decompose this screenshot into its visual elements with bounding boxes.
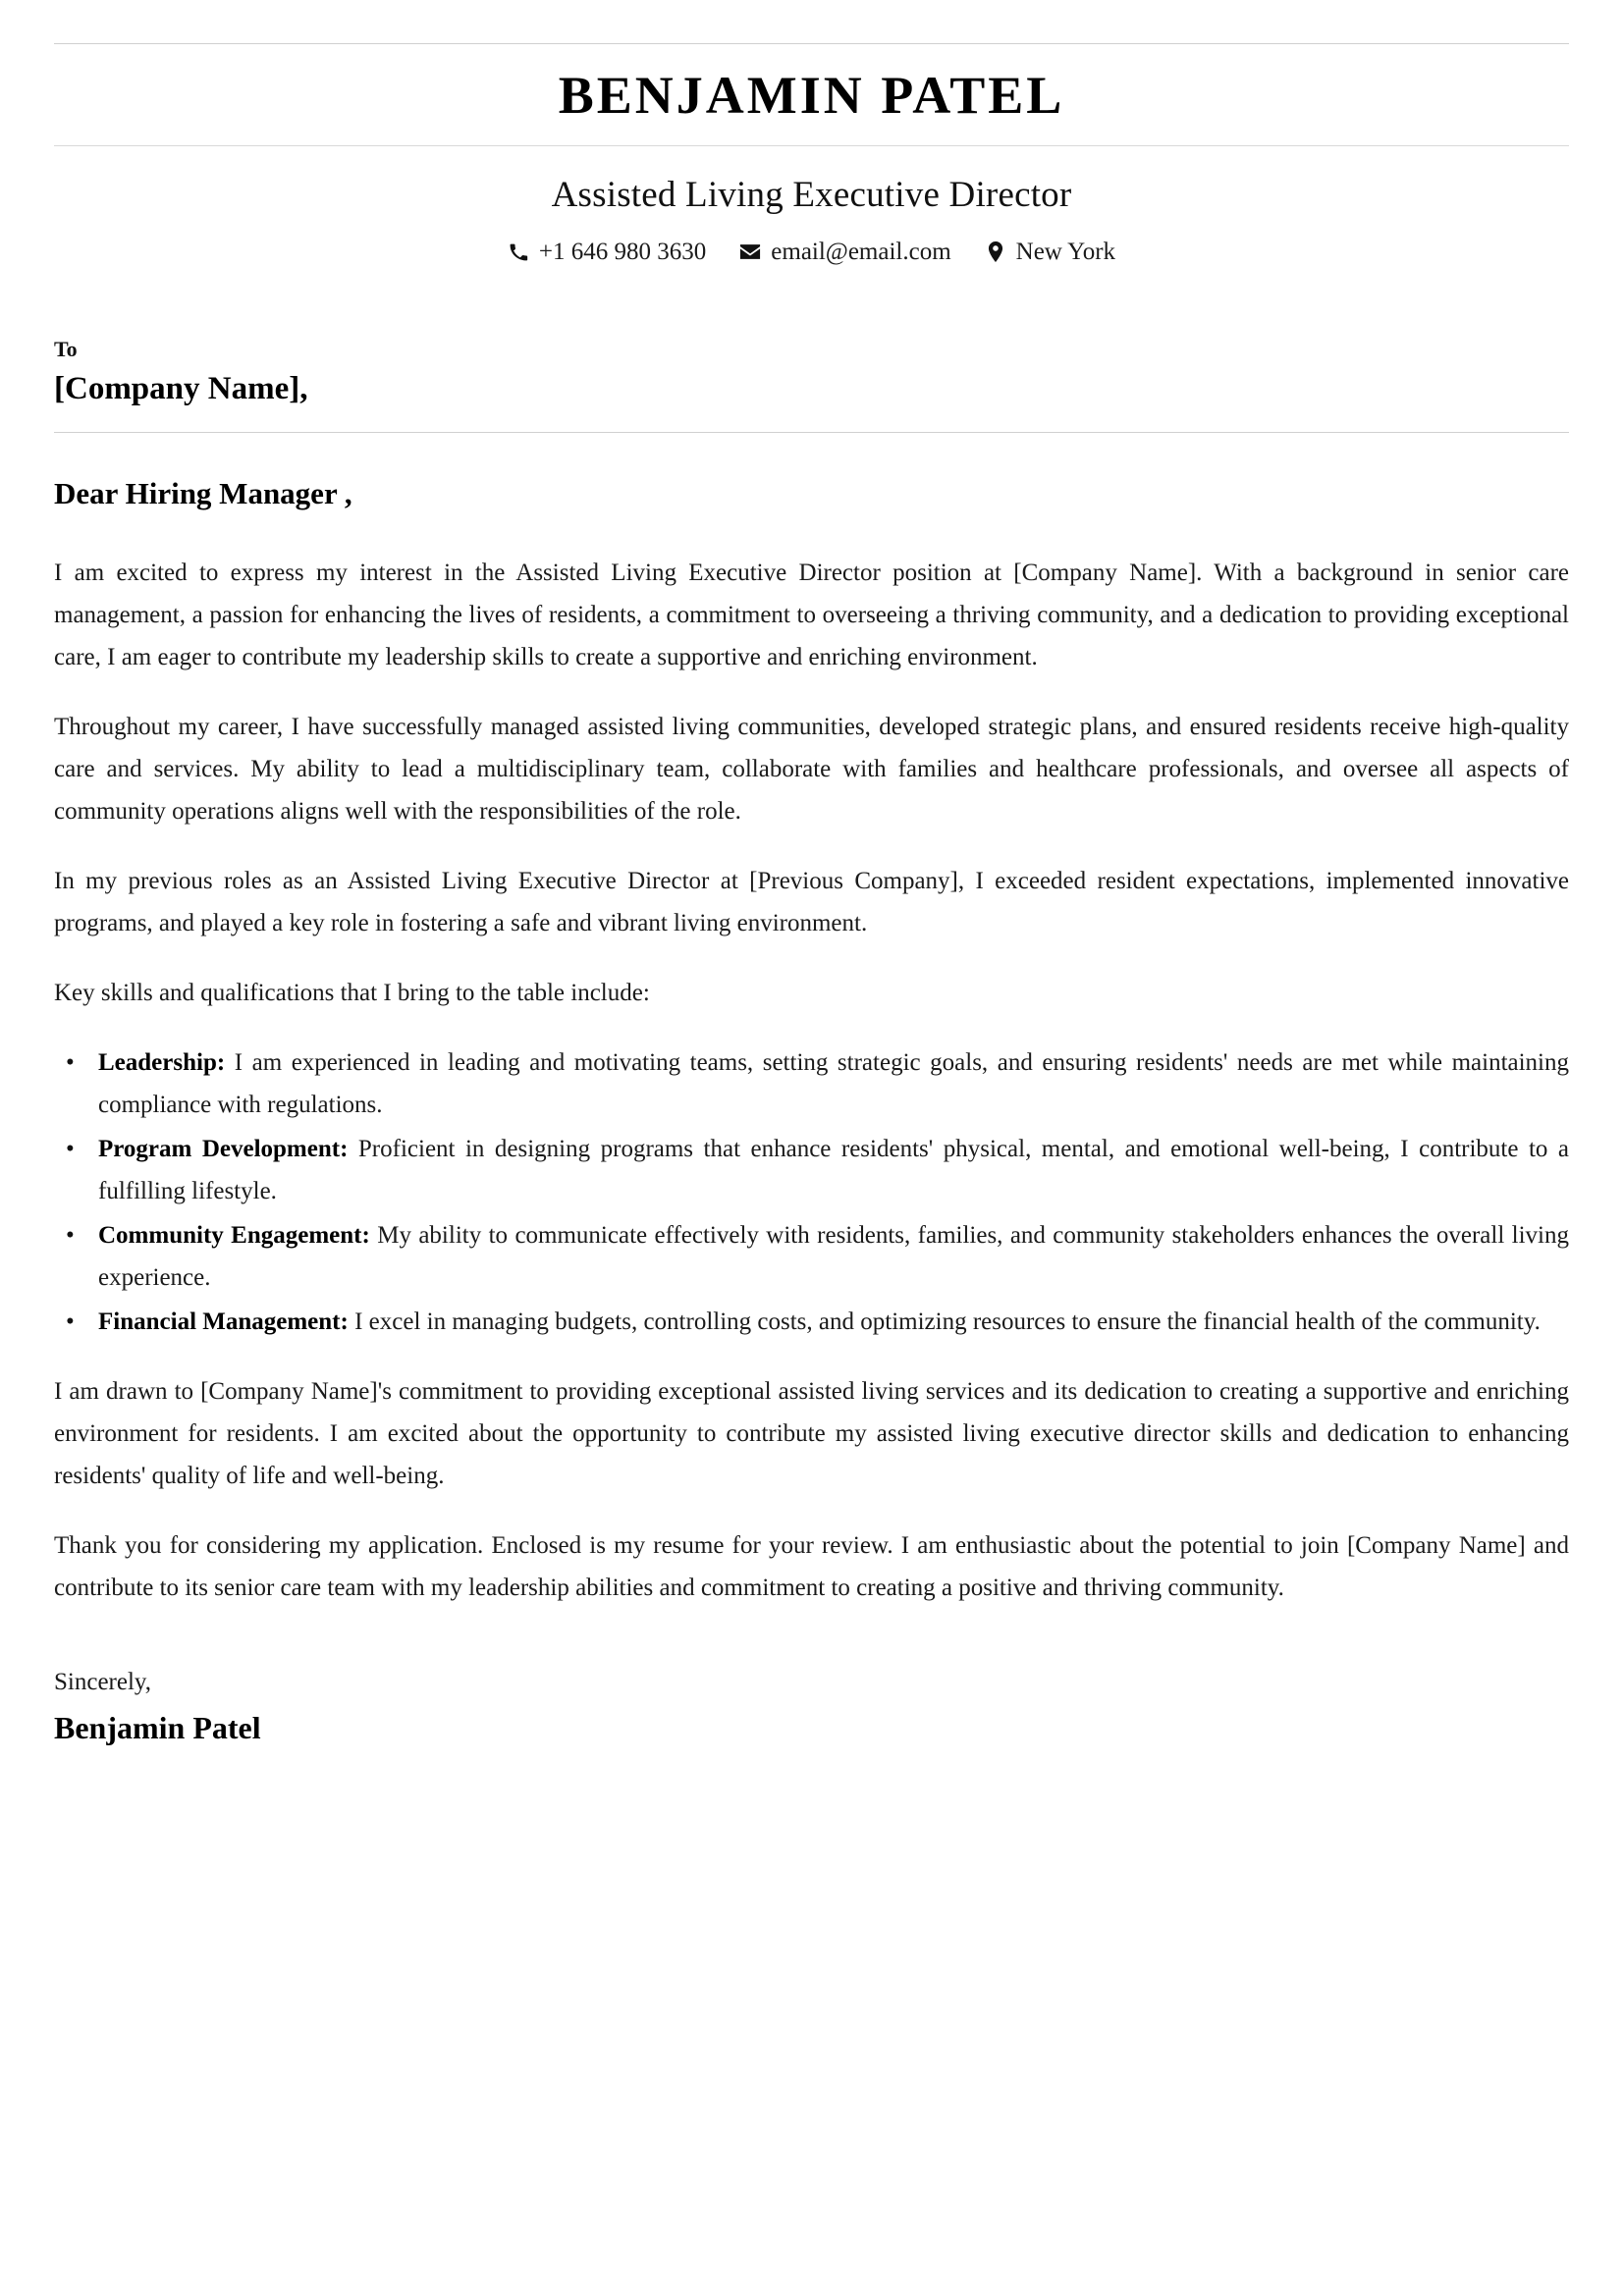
closing-salutation: Sincerely, <box>54 1668 152 1695</box>
envelope-icon <box>739 241 761 263</box>
contact-email <box>739 239 950 266</box>
paragraph-intro: I am excited to express my interest in the Assisted Living Executive Director position at [Company Name]. With a background in senior care management, a passion for enhancing the lives of residents, a commitment to overseeing a thriving community, and a dedication to providing exceptional care, I am eager to contribute my leadership skills to create a supportive and enriching environment. <box>54 559 1569 670</box>
skill-text: Proficient in designing programs that enhance residents' physical, mental, and emotional well-being, I contribute to a fulfilling lifestyle. <box>98 1135 1569 1204</box>
skill-text: I excel in managing budgets, controlling costs, and optimizing resources to ensure the financial health of the community. <box>348 1308 1541 1335</box>
recipient-block <box>54 266 1569 433</box>
skill-label: Community Engagement: <box>98 1221 370 1249</box>
list-item <box>54 1128 1569 1212</box>
contact-phone-value: +1 646 980 3630 <box>538 238 707 265</box>
paragraph-experience: Throughout my career, I have successfully managed assisted living communities, developed strategic plans, and ensured residents receive high-quality care and services. My ability to lead a multidisciplinary team, collaborate with families and healthcare professionals, and oversee all aspects of community operations aligns well with the responsibilities of the role. <box>54 713 1569 825</box>
paragraph-motivation: I am drawn to [Company Name]'s commitment to providing exceptional assisted living services and its dedication to creating a supportive and enriching environment for residents. I am excited about the opportunity to contribute my assisted living executive director skills and dedication to enhancing residents' quality of life and well-being. <box>54 1377 1569 1489</box>
contact-location-value: New York <box>1015 238 1116 265</box>
skill-label: Financial Management: <box>98 1308 349 1335</box>
applicant-job-title: Assisted Living Executive Director <box>551 175 1072 216</box>
letter-body <box>54 514 1569 1609</box>
paragraph-closing: Thank you for considering my application. Enclosed is my resume for your review. I am enthusiastic about the potential to join [Company Name] and contribute to its senior care team with my leadership abilities and commitment to creating a positive and thriving community. <box>54 1531 1569 1601</box>
skills-list <box>54 1041 1569 1343</box>
list-item <box>54 1301 1569 1343</box>
location-pin-icon <box>985 241 1006 263</box>
paragraph-skills-lead-in: Key skills and qualifications that I bring to the table include: <box>54 979 650 1006</box>
skill-text: My ability to communicate effectively with residents, families, and community stakeholders enhances the overall living experience. <box>98 1221 1569 1291</box>
list-item <box>54 1041 1569 1126</box>
applicant-name: BENJAMIN PATEL <box>558 66 1065 125</box>
contact-row <box>54 218 1569 266</box>
skill-text: I am experienced in leading and motivating teams, setting strategic goals, and ensuring residents' needs are met while maintaining compliance with regulations. <box>98 1048 1569 1118</box>
phone-icon <box>508 241 529 263</box>
recipient-company-name: [Company Name], <box>54 371 308 407</box>
skill-label: Leadership: <box>98 1048 226 1076</box>
signoff-block <box>54 1636 1569 1749</box>
skill-label: Program Development: <box>98 1135 349 1162</box>
contact-email-value: email@email.com <box>771 238 951 265</box>
paragraph-previous-roles: In my previous roles as an Assisted Living Executive Director at [Previous Company], I exceeded resident expectations, implemented innovative programs, and played a key role in fostering a safe and vibrant living environment. <box>54 867 1569 936</box>
list-item <box>54 1214 1569 1299</box>
signature-name: Benjamin Patel <box>54 1710 261 1746</box>
salutation: Dear Hiring Manager , <box>54 476 352 511</box>
letter-header <box>54 0 1569 266</box>
contact-phone <box>508 239 706 266</box>
to-label: To <box>54 336 78 361</box>
contact-location <box>985 239 1115 266</box>
